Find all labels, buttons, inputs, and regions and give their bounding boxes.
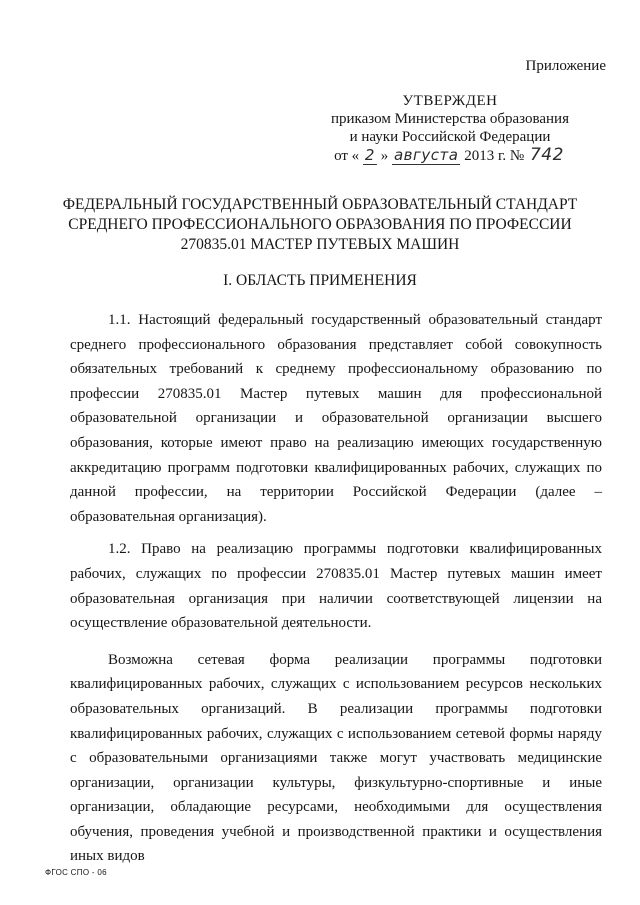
approval-line-federation: и науки Российской Федерации: [349, 129, 551, 145]
handwritten-month: августа: [393, 146, 459, 164]
paragraph-network-form: Возможна сетевая форма реализации программы подготовки квалифицированных рабочих, служащих с использованием ресурсов нескольких образовательных организаций. В реализации программы подготовки квалифицированных рабочих, служащих с использованием сетевой формы наряду с образовательными организациями также могут участвовать медицинские организации, организации культуры, физкультурно-спортивные и иные организации, обладающие ресурсами, необходимыми для осуществления обучения, проведения учебной и производственной практики и осуществления иных видов: [70, 651, 602, 865]
title-line-3: 270835.01 МАСТЕР ПУТЕВЫХ МАШИН: [180, 236, 460, 253]
footer-code: ФГОС СПО - 06: [45, 868, 107, 877]
date-suffix: 2013 г. №: [464, 148, 525, 164]
approval-block: [300, 92, 600, 165]
date-mid: »: [380, 148, 389, 164]
approval-heading: УТВЕРЖДЕН: [402, 93, 498, 109]
annex-label: Приложение: [525, 58, 606, 74]
handwritten-day: 2: [364, 146, 375, 164]
document-title: [40, 195, 600, 255]
section-body: [70, 308, 602, 877]
approval-date-line: [300, 146, 600, 165]
date-prefix: от «: [334, 148, 360, 164]
section-heading: I. ОБЛАСТЬ ПРИМЕНЕНИЯ: [223, 272, 417, 289]
approval-line-ministry: приказом Министерства образования: [331, 111, 569, 127]
paragraph-1-2: 1.2. Право на реализацию программы подготовки квалифицированных рабочих, служащих по профессии 270835.01 Мастер путевых машин имеет образовательная организация при наличии соответствующей лицензии на осуществление образовательной деятельности.: [70, 541, 602, 632]
title-line-1: ФЕДЕРАЛЬНЫЙ ГОСУДАРСТВЕННЫЙ ОБРАЗОВАТЕЛЬНЫЙ СТАНДАРТ: [62, 196, 578, 213]
title-line-2: СРЕДНЕГО ПРОФЕССИОНАЛЬНОГО ОБРАЗОВАНИЯ ПО ПРОФЕССИИ: [68, 216, 572, 233]
handwritten-order-number: 742: [529, 145, 564, 165]
paragraph-1-1: 1.1. Настоящий федеральный государственный образовательный стандарт среднего профессионального образования представляет собой совокупность обязательных требований к среднему профессиональному образованию по профессии 270835.01 Мастер путевых машин для профессиональной образовательной организации и образовательной организации высшего образования, которые имеют право на реализацию имеющих государственную аккредитацию программ подготовки квалифицированных рабочих, служащих по данной профессии, на территории Российской Федерации (далее – образовательная организация).: [70, 312, 602, 525]
